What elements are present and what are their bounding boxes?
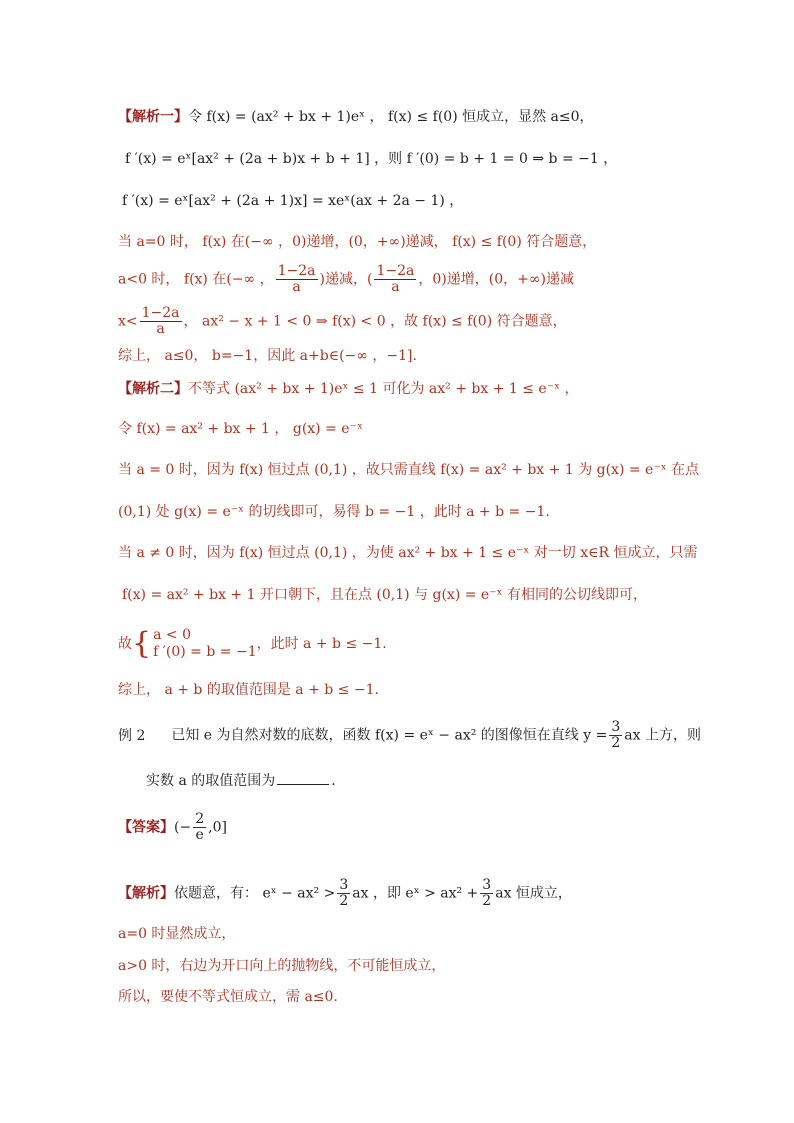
ex2-line2-text: 实数 a 的取值范围为: [146, 773, 276, 789]
sol2-text1: 不等式 (ax² + bx + 1)eˣ ≤ 1 可化为 ax² + bx + 1 ≤ e⁻ˣ ，: [188, 381, 579, 397]
answer-a: (−: [174, 819, 192, 836]
sol1-label: 【解析一】: [118, 109, 188, 125]
sol2-line7: [118, 627, 387, 661]
ex2-text-b: ax 上方，则: [624, 727, 701, 744]
sol2-line2: 令 f(x) = ax² + bx + 1 ， g(x) = e⁻ˣ: [118, 421, 363, 437]
analysis-label: 【解析】: [118, 885, 174, 902]
fraction-numerator: 2: [195, 811, 205, 827]
fraction-numerator: 1−2a: [277, 263, 316, 279]
fraction-denominator: 2: [611, 735, 621, 751]
ex2-text-a: 已知 e 为自然对数的底数，函数 f(x) = eˣ − ax² 的图像恒在直线 y =: [171, 727, 608, 744]
fraction: [193, 812, 206, 843]
fraction-denominator: 2: [339, 893, 349, 909]
sol1-line5-c: ，0)递增，(0，+∞)递减: [418, 271, 574, 288]
equation-system: [153, 627, 257, 661]
sol2-line7-b: ，此时 a + b ≤ −1.: [256, 636, 387, 652]
sol2-label: 【解析二】: [118, 381, 188, 397]
sol1-line1: [118, 108, 594, 126]
fraction-numerator: 1−2a: [141, 305, 180, 321]
fraction: [374, 264, 416, 295]
analysis-line4: 所以，要使不等式恒成立，需 a≤0.: [118, 989, 338, 1005]
fraction-numerator: 3: [339, 877, 349, 893]
fraction: [480, 878, 493, 909]
fraction: [140, 306, 182, 337]
answer-b: ,0]: [208, 819, 227, 836]
sol2-line7-a: 故: [118, 636, 132, 652]
sol2-line4: (0,1) 处 g(x) = e⁻ˣ 的切线即可，易得 b = −1 ，此时 a + b = −1.: [118, 504, 550, 520]
fraction-denominator: a: [292, 279, 301, 295]
fraction: [276, 264, 318, 295]
fraction-denominator: a: [391, 279, 400, 295]
fraction-numerator: 3: [611, 719, 621, 735]
analysis-line3: a>0 时，右边为开口向上的抛物线，不可能恒成立，: [118, 958, 446, 974]
analysis-a: 依题意，有： eˣ − ax² >: [174, 885, 336, 902]
sol1-line7: 综上， a≤0， b=−1，因此 a+b∈(−∞ ，−1].: [118, 348, 417, 364]
sol1-line5: [118, 264, 574, 295]
fraction: [337, 878, 350, 909]
sol2-line6: f(x) = ax² + bx + 1 开口朝下，且在点 (0,1) 与 g(x) = e⁻ˣ 有相同的公切线即可，: [122, 587, 647, 603]
answer-blank: [277, 770, 329, 785]
fraction-numerator: 3: [482, 877, 492, 893]
answer-line: [118, 812, 227, 843]
fraction-denominator: 2: [482, 893, 492, 909]
sol1-line6: [118, 306, 567, 337]
sol1-line6-a: x<: [118, 313, 138, 330]
ex2-line1: [118, 720, 701, 751]
sol1-line5-a: a<0 时， f(x) 在(−∞ ，: [118, 271, 274, 288]
sol2-line3: 当 a = 0 时，因为 f(x) 恒过点 (0,1) ，故只需直线 f(x) = ax² + bx + 1 为 g(x) = e⁻ˣ 在点: [118, 462, 700, 478]
analysis-line2: a=0 时显然成立，: [118, 926, 236, 942]
fraction-denominator: e: [195, 827, 204, 843]
sol1-line4: 当 a=0 时， f(x) 在(−∞ ，0)递增，(0，+∞)递减， f(x) ≤ f(0) 符合题意，: [118, 234, 597, 250]
sol2-line8: 综上， a + b 的取值范围是 a + b ≤ −1.: [118, 682, 379, 698]
analysis-line1: [118, 878, 572, 909]
left-brace: {: [132, 626, 152, 661]
fraction: [609, 720, 622, 751]
sol1-line3: f ′(x) = eˣ[ax² + (2a + 1)x] = xeˣ(ax + 2a − 1) ，: [122, 193, 464, 209]
answer-label: 【答案】: [118, 819, 174, 836]
sol1-line6-b: ， ax² − x + 1 < 0 ⇒ f(x) < 0 ，故 f(x) ≤ f(0) 符合题意，: [183, 313, 567, 330]
sol1-text1: 令 f(x) = (ax² + bx + 1)eˣ ， f(x) ≤ f(0) 恒成立，显然 a≤0，: [188, 109, 594, 125]
system-row-1: a < 0: [153, 627, 191, 643]
sol1-line5-b: )递减，(: [319, 271, 373, 288]
analysis-c: ax 恒成立，: [495, 885, 572, 902]
sol1-line2: f ′(x) = eˣ[ax² + (2a + b)x + b + 1] ，则 f ′(0) = b + 1 = 0 ⇒ b = −1 ，: [125, 151, 618, 167]
ex2-line2: [146, 770, 336, 790]
sol2-line5: 当 a ≠ 0 时，因为 f(x) 恒过点 (0,1) ，为使 ax² + bx + 1 ≤ e⁻ˣ 对一切 x∈R 恒成立，只需: [118, 545, 698, 561]
sol2-line1: [118, 380, 578, 398]
fraction-denominator: a: [156, 321, 165, 337]
analysis-b: ax ，即 eˣ > ax² +: [352, 885, 479, 902]
ex2-label: 例 2: [118, 727, 146, 744]
system-row-2: f ′(0) = b = −1: [153, 644, 257, 660]
fraction-numerator: 1−2a: [376, 263, 415, 279]
ex2-line2-end: .: [331, 773, 336, 789]
